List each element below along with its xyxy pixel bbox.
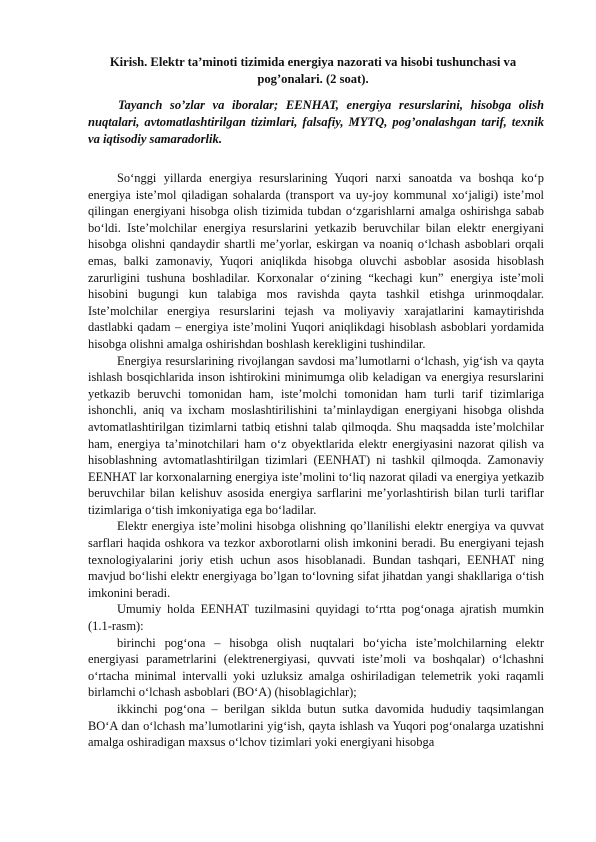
paragraph: ikkinchi pog‘ona – berilgan siklda butun sutka davomida hududiy taqsimlangan BO‘A dan o‘lchash ma’lumotlarini yig‘ish, qayta ishlash va Yuqori pog‘onalarga uzatishni amalga oshiradigan maxsus o‘lchov tizimlari yoki energiyani hisobga: [88, 702, 544, 750]
document-title: Kirish. Elektr ta’minoti tizimida energiya nazorati va hisobi tushunchasi va pog’onalari. (2 soat).: [109, 55, 517, 86]
keywords-label: Tayanch so’zlar va iboralar;: [118, 98, 279, 112]
paragraph: Elektr energiya iste’molini hisobga olishning qo’llanilishi elektr energiya va quvvat sarflari haqida oshkora va tezkor axborotlarni olish imkonini beradi. Bu energiyani tejash texnologiyalarini joriy etish uchun asos hisoblanadi. Bundan tashqari, EENHAT ning mavjud bo‘lishi elektr energiyaga bo’lgan to‘lovning sifat jihatdan yangi shakllariga o‘tish imkonini beradi.: [88, 519, 544, 600]
keywords-block: [88, 97, 544, 148]
document-body: [88, 170, 544, 751]
keywords-text: EENHAT, energiya resurslarini, hisobga olish nuqtalari, avtomatlashtirilgan tizimlari, falsafiy, MYTQ, pog’onalashgan tarif, texnik va iqtisodiy samaradorlik.: [88, 98, 544, 146]
paragraph: Energiya resurslarining rivojlangan savdosi ma’lumotlarni o‘lchash, yig‘ish va qayta ishlash bosqichlarida inson ishtirokini minimumga olib keladigan va energiya resurslarini yetkazib beruvchi tomonidan ham, iste’molchi tomonidan ham turli tarif tizimlariga ishonchli, aniq va ixcham moslashtirilishini ta’minlaydigan energiyani hisobga olishda avtomatlashtirilgan tizimlarni tatbiq etishni talab qilmoqda. Shu maqsadda iste’molchilar ham, energiya ta’minotchilari ham o‘z obyektlarida elektr energiyasini nazorat qilish va hisoblashning avtomatlashtirilgan tizimlari (EENHAT) ni tashkil qilmoqda. Zamonaviy EENHAT lar korxonalarning energiya iste’molini to‘liq nazorat qiladi va energiya yetkazib beruvchilar bilan kelishuv asosida energiya sarflarini me’yorlashtirish bilan turli tariflar tizimlariga o‘tish imkoniyatiga ega bo‘ladilar.: [88, 353, 544, 517]
paragraph: So‘nggi yillarda energiya resurslarining Yuqori narxi sanoatda va boshqa ko‘p energiya iste’mol qiladigan sohalarda (transport va uy-joy kommunal xo‘jaligi) iste’mol qilingan energiyani hisobga olish tizimida tubdan o‘zgarishlarni amalga oshirishga sabab bo‘ldi. Iste’molchilar energiya resurslarini yetkazib beruvchilar bilan elektr energiyani hisobga olishni qandaydir shartli me’yorlar, eskirgan va noaniq o‘lchash asboblari orqali emas, balki zamonaviy, Yuqori aniqlikda hisobga oluvchi asboblar asosida hisoblash zarurligini tushuna boshladilar. Korxonalar o‘zining “kechagi kun” energiya iste’moli hisobini bugungi kun talabiga mos ravishda qayta tashkil etishga urinmoqdalar. Iste’molchilar energiya resurslarini tejash va moliyaviy xarajatlarini kamaytirishda dastlabki qadam – energiya iste’molini Yuqori aniqlikdagi hisoblash asboblari yordamida hisobga olishni amalga oshirishdan boshlash kerekligini tushindilar.: [88, 171, 544, 351]
paragraph: birinchi pog‘ona – hisobga olish nuqtalari bo‘yicha iste’molchilarning elektr energiyasi parametrlarini (elektrenergiyasi, quvvati iste’moli va boshqalar) o‘lchashni o‘rtacha minimal intervalli yoki uzluksiz amalga oshiriladigan telemetrik yoki raqamli birlamchi o‘lchash asboblari (BO‘A) (hisoblagichlar);: [88, 635, 544, 700]
paragraph: Umumiy holda EENHAT tuzilmasini quyidagi to‘rtta pog‘onaga ajratish mumkin (1.1-rasm):: [88, 602, 544, 634]
